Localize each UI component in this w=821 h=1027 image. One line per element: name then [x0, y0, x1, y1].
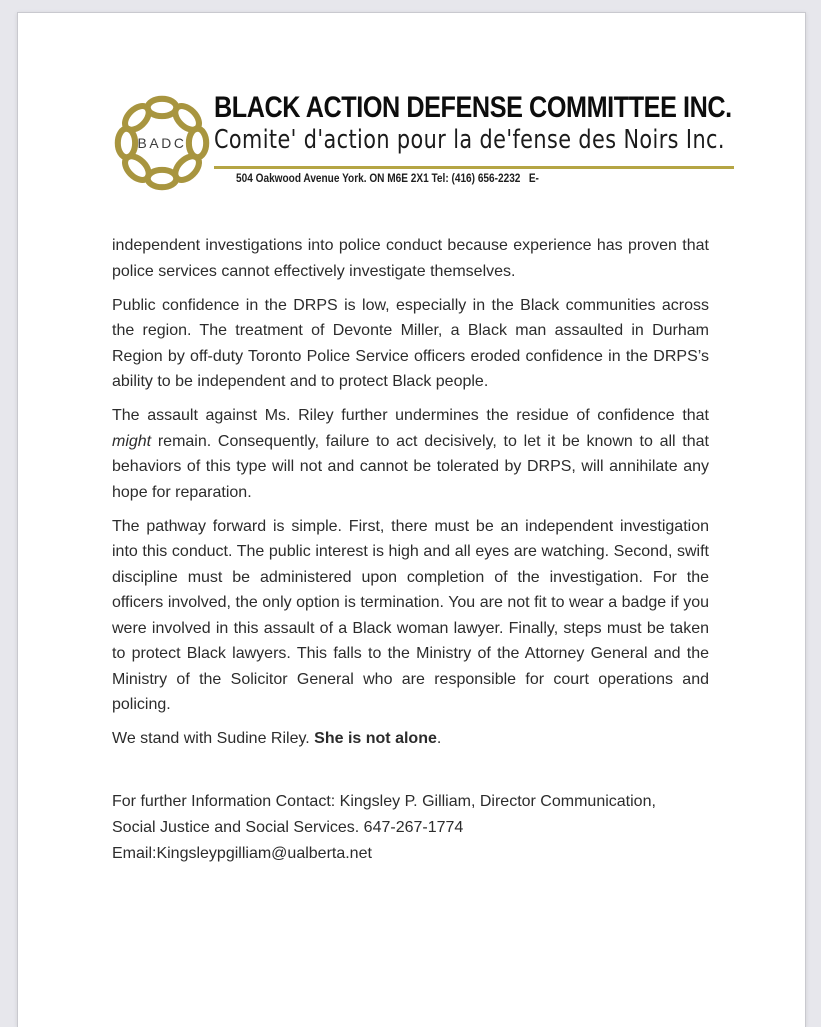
contact-line-3: Email:Kingsleypgilliam@ualberta.net: [112, 844, 372, 862]
logo-text: BADC: [137, 135, 187, 152]
org-name: BLACK ACTION DEFENSE COMMITTEE INC.: [214, 91, 732, 124]
paragraph-1: independent investigations into police conduct because experience has proven that police services cannot effectively investigate themselves.: [112, 237, 709, 280]
stand-with-pre: We stand with Sudine Riley.: [112, 730, 315, 747]
paragraph-2: Public confidence in the DRPS is low, especially in the Black communities across the region. The treatment of Devonte Miller, a Black man assaulted in Durham Region by off-duty Toronto Police Service officers eroded confidence in the DRPS’s ability to be independent and to protect Black people.: [112, 296, 709, 390]
letter-body: [112, 233, 709, 867]
chain-ring-icon: [110, 91, 214, 195]
badc-logo: [110, 91, 214, 195]
paragraph-4: The pathway forward is simple. First, there must be an independent investigation into this conduct. The public interest is high and all eyes are watching. Second, swift discipline must be administered upon completion of the investigation. For the officers involved, the only option is termination. You are not fit to wear a badge if you were involved in this assault of a Black woman lawyer. Finally, steps must be taken to protect Black lawyers. This falls to the Ministry of the Attorney General and the Ministry of the Solicitor General who are responsible for court operations and policing.: [112, 517, 709, 713]
paragraph-3-post: remain. Consequently, failure to act decisively, to let it be known to all that behaviors of this type will not and cannot be tolerated by DRPS, will annihilate any hope for reparation.: [112, 432, 709, 501]
contact-line-2: Social Justice and Social Services. 647-267-1774: [112, 818, 464, 836]
letter-page: [17, 12, 806, 1027]
letterhead-rule: [214, 166, 734, 169]
stand-with-line: [112, 726, 709, 752]
org-name-french: Comite' d'action pour la de'fense des Noirs Inc.: [214, 125, 725, 155]
address-line: 504 Oakwood Avenue York. ON M6E 2X1 Tel: (416) 656-2232 E-: [236, 171, 539, 185]
contact-line-1: For further Information Contact: Kingsley P. Gilliam, Director Communication,: [112, 792, 656, 810]
paragraph-3-pre: The assault against Ms. Riley further undermines the residue of confidence that: [112, 407, 709, 424]
contact-block: [112, 789, 709, 867]
paragraph-3: [112, 403, 709, 505]
she-is-not-alone: She is not alone: [314, 730, 437, 747]
stand-with-post: .: [436, 730, 442, 747]
emphasis-might: might: [112, 432, 152, 450]
